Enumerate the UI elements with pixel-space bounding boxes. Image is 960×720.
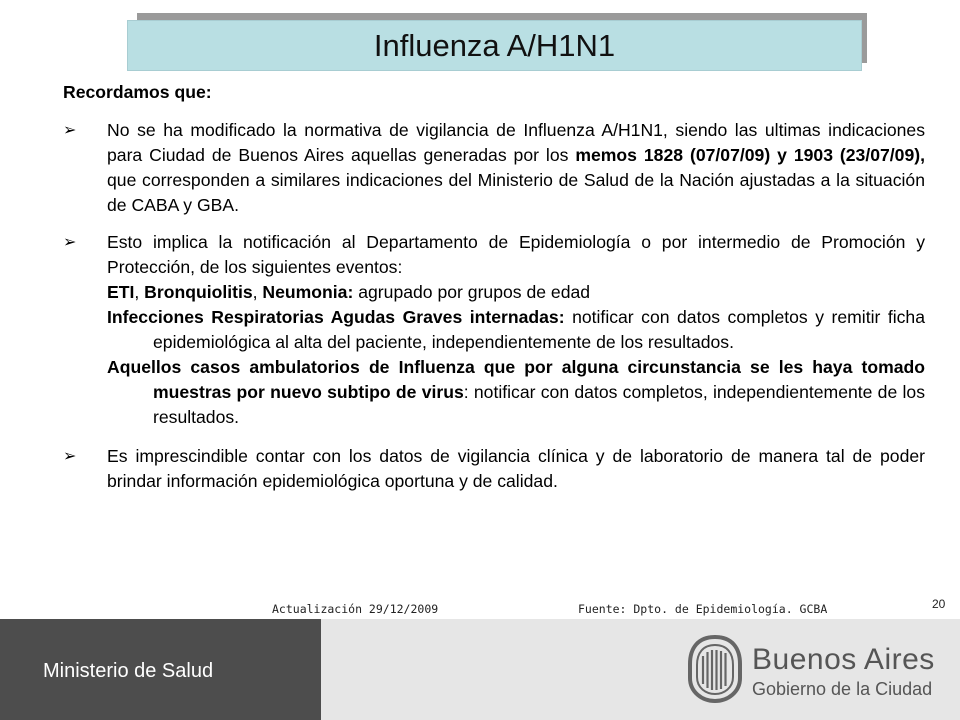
slide-content — [63, 80, 925, 506]
city-shield-logo-icon — [686, 634, 744, 704]
eti-label: ETI — [107, 282, 135, 302]
bullet-3 — [63, 444, 925, 494]
bullet-2-line-3 — [107, 355, 925, 430]
ministry-name: Ministerio de Salud — [43, 660, 214, 682]
bullet-2 — [63, 230, 925, 430]
bullet-1-bold: memos 1828 (07/07/09) y 1903 (23/07/09), — [575, 145, 926, 165]
bullet-2-text: Esto implica la notificación al Departamento de Epidemiología o por intermedio de Promoción y Protección, de los siguientes eventos: — [107, 232, 925, 277]
ministry-panel — [0, 619, 321, 720]
ambulatory-cases-label: Aquellos casos ambulatorios de Influenza que por alguna circunstancia se les haya tomado muestras por nuevo subtipo de virus — [107, 357, 925, 402]
bullet-1 — [63, 118, 925, 218]
brand-subtitle: Gobierno de la Ciudad — [752, 679, 933, 699]
bullet-2-line-2 — [107, 305, 925, 355]
page-title-text: Influenza A/H1N1 — [373, 27, 616, 63]
source-note: Fuente: Dpto. de Epidemiología. GCBA — [578, 602, 828, 616]
separator: , — [252, 282, 263, 302]
bullet-2-line-1 — [107, 280, 925, 305]
neumonia-label: Neumonia: — [262, 282, 354, 302]
bullet-3-text: Es imprescindible contar con los datos de vigilancia clínica y de laboratorio de manera tal de poder brindar información epidemiológica oportuna y de calidad. — [107, 446, 925, 491]
intro-heading: Recordamos que: — [63, 82, 212, 102]
bronquiolitis-label: Bronquiolitis — [144, 282, 253, 302]
line-2-rest: notificar con datos completos y remitir ficha epidemiológica al alta del paciente, independientemente de los resultados. — [153, 307, 926, 352]
update-date: Actualización 29/12/2009 — [272, 602, 439, 616]
irag-label: Infecciones Respiratorias Agudas Graves internadas: — [107, 307, 565, 327]
line-1-rest: agrupado por grupos de edad — [353, 282, 591, 302]
arrow-bullet-icon: ➢ — [63, 234, 77, 251]
page-title — [127, 20, 862, 71]
line-3-rest: : notificar con datos completos, independientemente de los resultados. — [153, 382, 925, 427]
separator: , — [134, 282, 145, 302]
brand-title: Buenos Aires — [752, 643, 935, 676]
bullet-1-text-a: No se ha modificado la normativa de vigilancia de Influenza A/H1N1, siendo las ultimas indicaciones para Ciudad de Buenos Aires aquellas generadas por los — [107, 120, 925, 165]
page-number: 20 — [932, 597, 946, 611]
arrow-bullet-icon: ➢ — [63, 122, 77, 139]
arrow-bullet-icon: ➢ — [63, 448, 77, 465]
bullet-1-text-b: que corresponden a similares indicaciones del Ministerio de Salud de la Nación ajustadas a la situación de CABA y GBA. — [107, 170, 925, 215]
